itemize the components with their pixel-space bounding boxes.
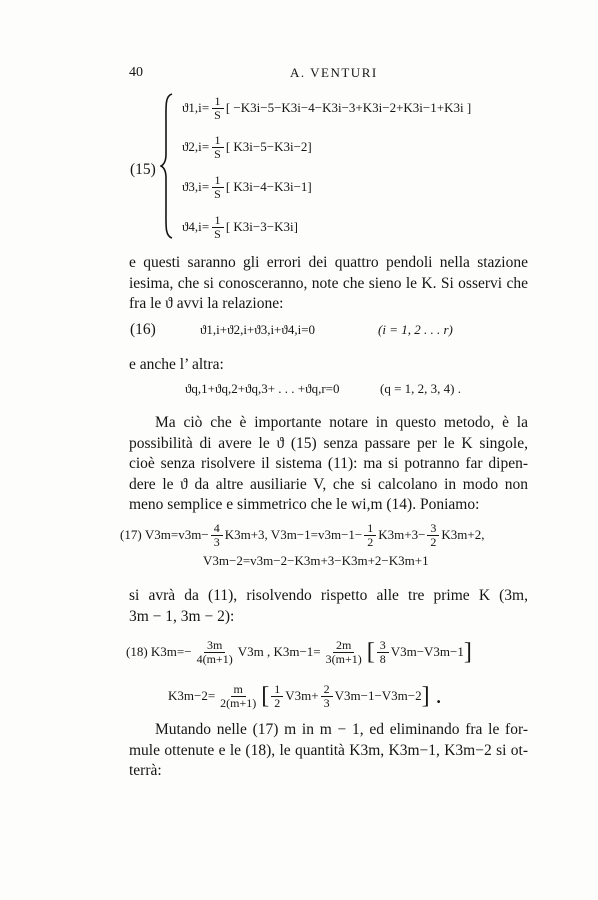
equation-part: K3m−2= [168, 688, 216, 703]
bracket: ] . [421, 683, 442, 709]
equation-line: V3m−2=v3m−2−K3m+3−K3m+2−K3m+1 [203, 553, 429, 568]
equation-row: ϑ1,i = $\frac{1}{S}$ [ −K3i−5−K3i−4−K3i−3+K3i−2+K3i−1+K3i ] [182, 93, 472, 122]
row-lhs: ϑ1,i [182, 100, 202, 115]
equation-part: V3m−1−V3m−2 [334, 688, 422, 703]
text-line: dere le ϑ da altre ausiliarie V, che si calcolano in modo non [129, 475, 528, 493]
fraction: $\frac{1}{S}$ [211, 95, 224, 122]
row-lhs: ϑ3,i [182, 179, 202, 194]
equation-part: K3m=− [150, 644, 192, 659]
page-number: 40 [129, 65, 143, 80]
row-lhs: ϑ4,i [182, 219, 202, 234]
row-lhs: ϑ2,i [182, 139, 202, 154]
equation-row: ϑ2,i = $\frac{1}{S}$ [ K3i−5−K3i−2] [182, 132, 312, 161]
equation-part: K3m+2, [441, 527, 485, 542]
equation-label: (17) [120, 527, 142, 542]
equation-label: (15) [130, 161, 156, 178]
equation-q: ϑq,1+ϑq,2+ϑq,3+ . . . +ϑq,r=0 [185, 381, 340, 396]
text-line: meno semplice e simmetrico che le wi,m (14). Poniamo: [129, 496, 480, 513]
fraction: $\frac{1}{S}$ [211, 134, 224, 161]
fraction: $\frac{2}{3}$ [321, 683, 333, 710]
fraction: $\frac{3}{8}$ [377, 639, 389, 666]
fraction: $\frac{3}{2}$ [427, 522, 439, 549]
text-line: si avrà da (11), risolvendo rispetto alle tre prime K (3m, [129, 587, 528, 604]
text-line: possibilità di avere le ϑ (15) senza passare per le K singole, [129, 434, 528, 452]
bracket: ] [463, 639, 472, 665]
row-rhs: [ K3i−4−K3i−1] [225, 179, 312, 194]
fraction: $\frac{2m}{3(m+1)}$ [325, 637, 362, 666]
fraction: $\frac{1}{2}$ [364, 522, 376, 549]
text-line: Ma ciò che è importante notare in questo metodo, è la [155, 414, 528, 431]
paragraph [129, 586, 528, 627]
row-rhs: [ K3i−3−K3i] [225, 219, 298, 234]
fraction: $\frac{3m}{4(m+1)}$ [196, 637, 233, 666]
equation-row: ϑ4,i = $\frac{1}{S}$ [ K3i−3−K3i] [182, 212, 298, 241]
text-line: fra le ϑ avvi la relazione: [129, 295, 284, 312]
text-line: mule ottenute e le (18), le quantità K3m, K3m−1, K3m−2 si ot- [129, 741, 528, 759]
fraction: $\frac{1}{2}$ [271, 683, 283, 710]
equation-part: V3m−V3m−1 [390, 644, 464, 659]
fraction: $\frac{4}{3}$ [211, 522, 223, 549]
equation-line [126, 634, 472, 670]
equation-line [120, 520, 485, 550]
equation-part: K3m+3, V3m−1=v3m−1− [224, 527, 363, 542]
fraction: $\frac{1}{S}$ [211, 174, 224, 201]
fraction: $\frac{1}{S}$ [211, 214, 224, 241]
equation-part: V3m=v3m− [144, 527, 209, 542]
equation-row: ϑ3,i = $\frac{1}{S}$ [ K3i−4−K3i−1] [182, 172, 312, 201]
paragraph [129, 720, 528, 782]
left-brace [160, 92, 174, 240]
paragraph [129, 413, 528, 516]
text-line: cioè senza risolvere il sistema (11): ma si potranno far dipen- [129, 455, 528, 472]
equation-part: K3m+3− [378, 527, 426, 542]
equation-line [168, 678, 442, 714]
paragraph: e anche l’ altra: [129, 356, 224, 373]
bracket: [ [261, 683, 270, 709]
equation-part: V3m+ [285, 688, 319, 703]
text-line: 3m − 1, 3m − 2): [129, 607, 235, 625]
text-line: e questi saranno gli errori dei quattro pendoli nella stazione [129, 254, 528, 271]
row-rhs: [ −K3i−5−K3i−4−K3i−3+K3i−2+K3i−1+K3i ] [225, 100, 472, 115]
row-rhs: [ K3i−5−K3i−2] [225, 139, 312, 154]
paragraph [129, 253, 528, 315]
equation-part: V3m , K3m−1= [237, 644, 321, 659]
running-head: A. VENTURI [290, 65, 378, 80]
text-line: Mutando nelle (17) m in m − 1, ed eliminando fra le for- [155, 721, 528, 738]
text-line: iesima, che si conosceranno, note che sieno le K. Si osservi che [129, 274, 528, 292]
bracket: [ [366, 639, 375, 665]
fraction: $\frac{m}{2(m+1)}$ [220, 681, 257, 710]
text-line: terrà: [129, 762, 162, 779]
equation-label: (16) [130, 321, 156, 338]
equation-condition: (q = 1, 2, 3, 4) . [380, 381, 461, 396]
equation-condition: (i = 1, 2 . . . r) [378, 322, 453, 337]
equation-label: (18) [126, 644, 148, 659]
equation-16: ϑ1,i+ϑ2,i+ϑ3,i+ϑ4,i=0 [200, 322, 316, 337]
